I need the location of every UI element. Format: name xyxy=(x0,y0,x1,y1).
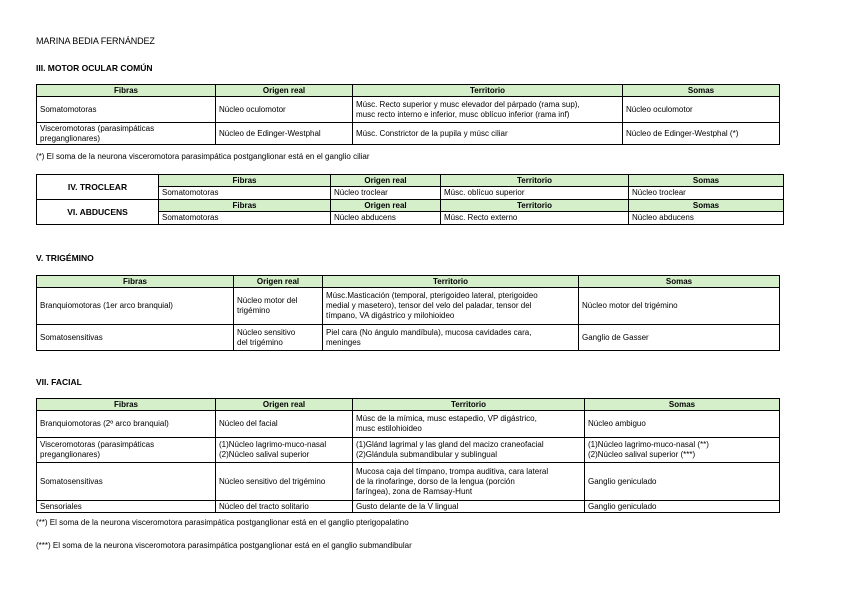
text-line: musc estilohioideo xyxy=(356,424,422,433)
cell-origen xyxy=(234,288,323,325)
cell-fibras: Somatomotoras xyxy=(159,187,331,200)
header-territorio: Territorio xyxy=(323,276,579,288)
document-author: MARINA BEDIA FERNÁNDEZ xyxy=(36,36,155,46)
text-line: Visceromotoras (parasimpáticas xyxy=(40,440,155,449)
table-row xyxy=(37,411,780,438)
section-title-facial: VII. FACIAL xyxy=(36,377,82,387)
header-fibras: Fibras xyxy=(159,175,331,187)
header-fibras: Fibras xyxy=(37,399,216,411)
cell-somas: Ganglio geniculado xyxy=(585,501,780,513)
header-fibras: Fibras xyxy=(159,200,331,212)
cell-origen: Núcleo sensitivo del trigémino xyxy=(216,463,353,501)
text-line: Piel cara (No ángulo mandíbula), mucosa cavidades cara, xyxy=(326,327,532,337)
cell-somas: Núcleo ambiguo xyxy=(585,411,780,438)
cell-fibras xyxy=(37,123,216,145)
text-line: Músc de la mímica, musc estapedio, VP digástrico, xyxy=(356,414,537,423)
cell-origen: Núcleo oculomotor xyxy=(216,97,353,123)
table-row xyxy=(37,438,780,463)
header-territorio: Territorio xyxy=(353,85,623,97)
table-row xyxy=(37,325,780,351)
cell-somas: Núcleo abducens xyxy=(629,212,784,225)
text-line: musc recto interno e inferior, musc oblícuo inferior (rama inf) xyxy=(356,109,570,119)
text-line: (1)Núcleo lagrimo-muco-nasal xyxy=(219,440,327,449)
cell-somas: Ganglio geniculado xyxy=(585,463,780,501)
cell-fibras: Somatomotoras xyxy=(37,97,216,123)
cell-origen xyxy=(216,438,353,463)
cell-origen xyxy=(234,325,323,351)
text-line: tímpano, VA digástrico y milohioideo xyxy=(326,311,455,320)
cell-territorio xyxy=(353,438,585,463)
cell-fibras: Somatosensitivas xyxy=(37,463,216,501)
table-trigemino xyxy=(36,275,780,351)
table-troclear-abducens xyxy=(36,174,784,225)
header-origen-real: Origen real xyxy=(331,200,441,212)
header-somas: Somas xyxy=(623,85,780,97)
cell-territorio: Músc. Recto externo xyxy=(441,212,629,225)
header-origen-real: Origen real xyxy=(216,85,353,97)
text-line: Núcleo sensitivo xyxy=(237,327,296,337)
cell-fibras xyxy=(37,438,216,463)
cell-territorio xyxy=(353,97,623,123)
table-row xyxy=(37,463,780,501)
section-title-trigemino: V. TRIGÉMINO xyxy=(36,253,94,263)
header-somas: Somas xyxy=(579,276,780,288)
text-line: (1)Núcleo lagrimo-muco-nasal (**) xyxy=(588,440,709,449)
text-line: Músc. Recto superior y musc elevador del párpado (rama sup), xyxy=(356,99,580,109)
text-line: faríngea), zona de Ramsay-Hunt xyxy=(356,486,473,496)
header-origen-real: Origen real xyxy=(234,276,323,288)
header-origen-real: Origen real xyxy=(216,399,353,411)
text-line: del trigémino xyxy=(237,337,283,347)
text-line: (2)Núcleo salival superior xyxy=(219,450,310,459)
text-line: de la rinofaringe, dorso de la lengua (porción xyxy=(356,476,515,486)
text-line: (2)Glándula submandibular y sublingual xyxy=(356,450,497,459)
header-territorio: Territorio xyxy=(441,175,629,187)
header-somas: Somas xyxy=(629,175,784,187)
cell-fibras: Branquiomotoras (1er arco branquial) xyxy=(37,288,234,325)
cell-origen: Núcleo abducens xyxy=(331,212,441,225)
table-row xyxy=(37,288,780,325)
cell-fibras: Branquiomotoras (2º arco branquial) xyxy=(37,411,216,438)
footnote-ciliar: (*) El soma de la neurona visceromotora parasimpática postganglionar está en el ganglio ciliar xyxy=(36,152,370,161)
header-origen-real: Origen real xyxy=(331,175,441,187)
header-fibras: Fibras xyxy=(37,276,234,288)
footnote-pterigopalatino: (**) El soma de la neurona visceromotora parasimpática postganglionar está en el ganglio pterigopalatino xyxy=(36,518,409,527)
cell-fibras: Sensoriales xyxy=(37,501,216,513)
cell-territorio: Músc. oblícuo superior xyxy=(441,187,629,200)
header-somas: Somas xyxy=(585,399,780,411)
cell-territorio xyxy=(323,288,579,325)
header-fibras: Fibras xyxy=(37,85,216,97)
text-line: Músc.Masticación (temporal, pterigoideo lateral, pterigoideo xyxy=(326,291,538,300)
cell-territorio xyxy=(323,325,579,351)
section-title-troclear: IV. TROCLEAR xyxy=(37,175,159,200)
text-line: (2)Núcleo salival superior (***) xyxy=(588,450,696,459)
cell-origen: Núcleo del tracto solitario xyxy=(216,501,353,513)
header-territorio: Territorio xyxy=(353,399,585,411)
table-row xyxy=(37,97,780,123)
cell-fibras: Somatomotoras xyxy=(159,212,331,225)
cell-somas xyxy=(585,438,780,463)
header-territorio: Territorio xyxy=(441,200,629,212)
cell-somas: Núcleo motor del trigémino xyxy=(579,288,780,325)
table-row xyxy=(37,501,780,513)
footnote-submandibular: (***) El soma de la neurona visceromotora parasimpática postganglionar está en el ganglio submandibular xyxy=(36,541,412,550)
cell-territorio: Gusto delante de la V lingual xyxy=(353,501,585,513)
section-title-motor-ocular-comun: III. MOTOR OCULAR COMÚN xyxy=(36,63,153,73)
text-line: Visceromotoras (parasimpáticas xyxy=(40,123,155,133)
text-line: trigémino xyxy=(237,306,270,315)
section-title-abducens: VI. ABDUCENS xyxy=(37,200,159,225)
text-line: (1)Glánd lagrimal y las gland del macizo craneofacial xyxy=(356,440,544,449)
table-row xyxy=(37,123,780,145)
table-facial xyxy=(36,398,780,513)
header-somas: Somas xyxy=(629,200,784,212)
text-line: Mucosa caja del tímpano, trompa auditiva, cara lateral xyxy=(356,466,549,476)
cell-fibras: Somatosensitivas xyxy=(37,325,234,351)
text-line: meninges xyxy=(326,337,361,347)
cell-origen: Núcleo del facial xyxy=(216,411,353,438)
cell-origen: Núcleo de Edinger-Westphal xyxy=(216,123,353,145)
text-line: medial y masetero), tensor del velo del paladar, tensor del xyxy=(326,301,532,310)
cell-origen: Núcleo troclear xyxy=(331,187,441,200)
cell-territorio xyxy=(353,463,585,501)
text-line: preganglionares) xyxy=(40,133,101,143)
cell-somas: Núcleo troclear xyxy=(629,187,784,200)
cell-somas: Núcleo oculomotor xyxy=(623,97,780,123)
cell-somas: Núcleo de Edinger-Westphal (*) xyxy=(623,123,780,145)
text-line: Núcleo motor del xyxy=(237,296,298,305)
cell-somas: Ganglio de Gasser xyxy=(579,325,780,351)
cell-territorio xyxy=(353,411,585,438)
table-motor-ocular-comun xyxy=(36,84,780,145)
text-line: preganglionares) xyxy=(40,450,101,459)
cell-territorio: Músc. Constrictor de la pupila y músc ciliar xyxy=(353,123,623,145)
